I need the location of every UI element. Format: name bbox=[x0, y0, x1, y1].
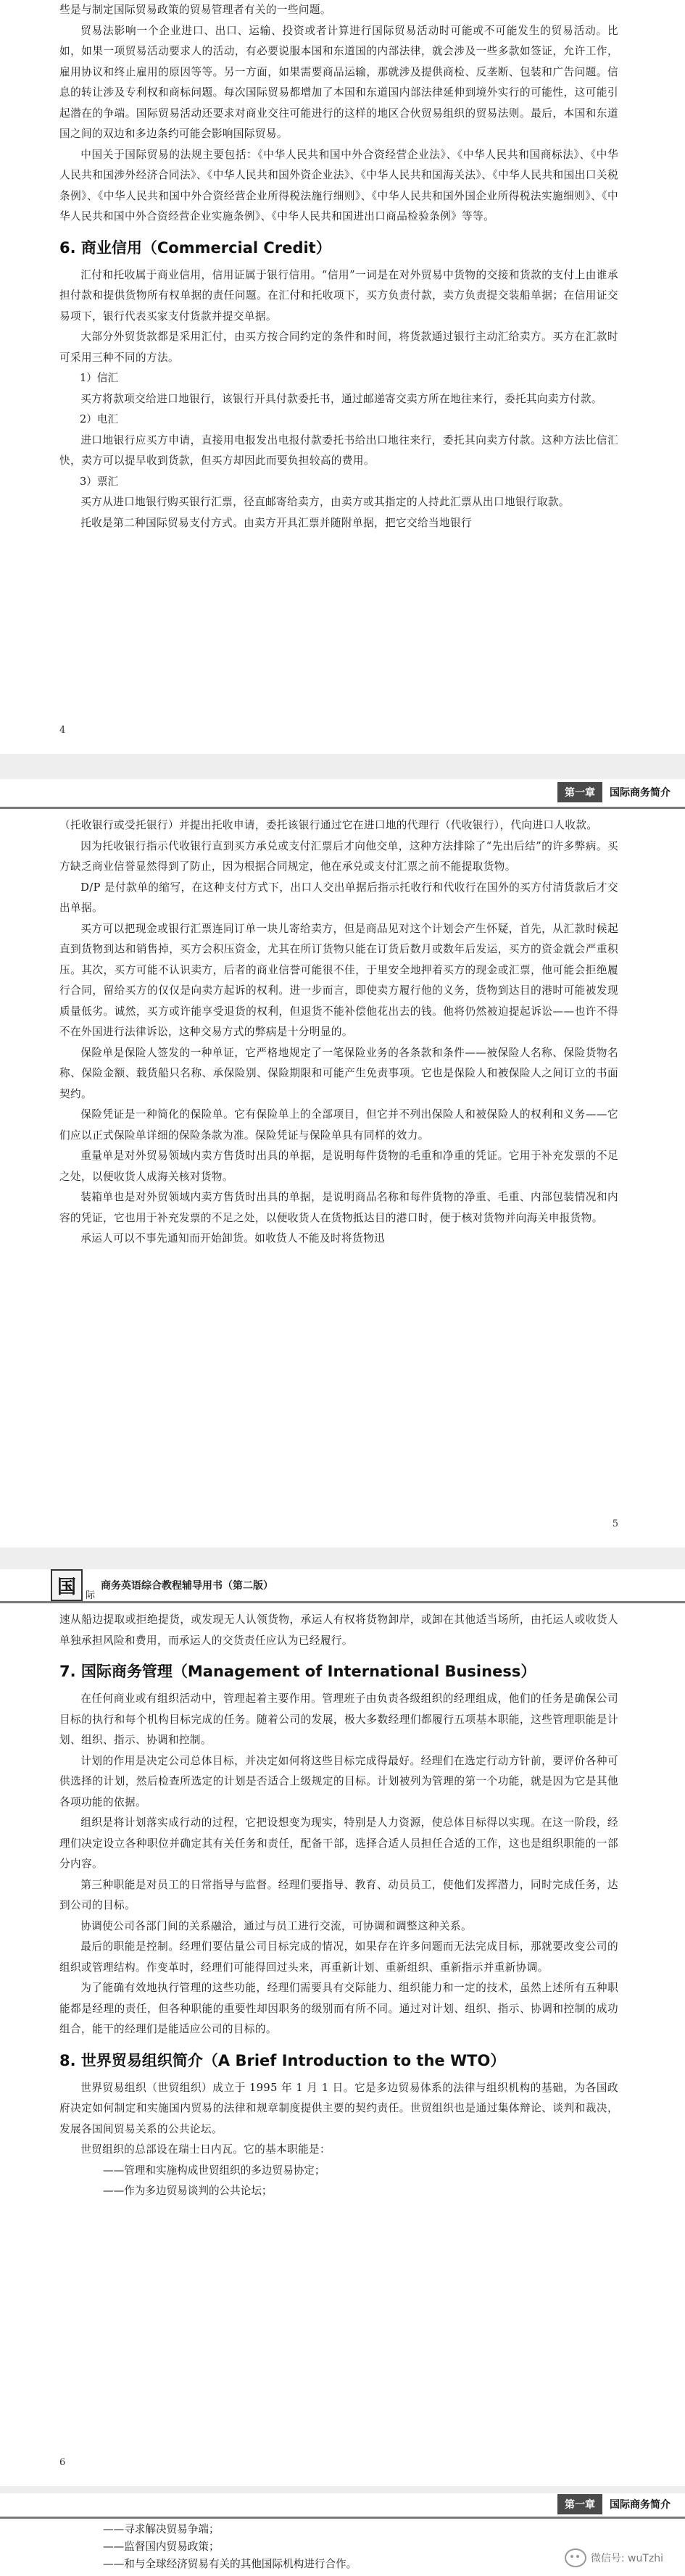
chapter-label: 第一章 bbox=[557, 2494, 602, 2514]
header-rule bbox=[0, 2517, 685, 2519]
paragraph: 为了能确有效地执行管理的这些功能，经理们需要具有交际能力、组织能力和一定的技术，虽然上述所有五种职能都是经理的责任，但各种职能的重要性却因职务的级别而有所不同。通过对计划、组织、指示、协调和控制的成功组合，能干的经理们是能适应公司的目标的。 bbox=[59, 1982, 618, 2035]
item-text: 买方将款项交给进口地银行，该银行开具付款委托书，通过邮递寄交卖方所在地往来行，委托其向卖方付款。 bbox=[80, 392, 602, 405]
paragraph: 最后的职能是控制。经理们要估量公司目标完成的情况，如果存在许多问题而无法完成目标，那就要改变公司的组织或管理结构。作变革时，经理们可能得回过头来，再重新计划、重新组织、重新指示并重新协调。 bbox=[59, 1940, 618, 1974]
chapter-title: 国际商务简介 bbox=[610, 2499, 671, 2511]
page-4 bbox=[0, 0, 685, 754]
paragraph: 保险凭证是一种简化的保险单。它有保险单上的全部项目，但它并不列出保险人和被保险人的权利和义务——它们应以正式保险单详细的保险条款为准。保险凭证与保险单具有同样的效力。 bbox=[59, 1108, 618, 1142]
book-logo-suffix: 际 bbox=[86, 1590, 96, 1601]
paragraph: 在任何商业或有组织活动中，管理起着主要作用。管理班子由负责各级组织的经理组成，他们的任务是确保公司目标的执行和每个机构目标完成的任务。随着公司的发展，极大多数经理们都履行五项基本职能，这些管理职能是计划、组织、指示、协调和控制。 bbox=[59, 1692, 618, 1746]
paragraph: D/P 是付款单的缩写，在这种支付方式下，出口人交出单据后指示托收行和代收行在国外的买方付清货款后才交出单据。 bbox=[59, 881, 618, 914]
page-number: 5 bbox=[612, 1518, 618, 1529]
page-number: 6 bbox=[59, 2457, 66, 2468]
list-item: ——作为多边贸易谈判的公共论坛； bbox=[103, 2185, 273, 2197]
paragraph: 世贸组织的总部设在瑞士日内瓦。它的基本职能是： bbox=[80, 2143, 331, 2156]
page-gap bbox=[0, 754, 685, 779]
paragraph: 些是与制定国际贸易政策的贸易管理者有关的一些问题。 bbox=[59, 4, 331, 16]
paragraph: 第三种职能是对员工的日常指导与监督。经理们要指导、教育、动员员工，使他们发挥潜力，同时完成任务，达到公司的目标。 bbox=[59, 1878, 618, 1911]
page-5 bbox=[0, 779, 685, 1547]
section-8-title: 8. 世界贸易组织简介（A Brief Introduction to the WTO） bbox=[59, 2051, 506, 2069]
paragraph: 组织是将计划落实成行动的过程，它把设想变为现实，特别是人力资源，使总体目标得以实现。在这一阶段，经理们决定设立各种职位并确定其有关任务和责任，配备干部，选择合适人员担任合适的工作，这也是组织职能的一部分内容。 bbox=[59, 1816, 618, 1870]
list-item: ——管理和实施构成世贸组织的多边贸易协定； bbox=[103, 2164, 325, 2177]
watermark-text: 微信号: wuTzhi bbox=[590, 2553, 663, 2564]
page-number: 4 bbox=[59, 725, 66, 736]
item-label: 2）电汇 bbox=[80, 413, 119, 425]
list-item: ——寻求解决贸易争端； bbox=[103, 2523, 220, 2535]
page5-body bbox=[59, 779, 618, 1250]
paragraph: 装箱单也是对外贸领域内卖方售货时出具的单据，是说明商品名称和每件货物的净重、毛重、内部包装情况和内容的凭证，它也用于补充发票的不足之处，以便收货人在货物抵达目的港口时，便于核对货物并向海关申报货物。 bbox=[59, 1191, 618, 1224]
paragraph: 保险单是保险人签发的一种单证，它严格地规定了一笔保险业务的各条款和条件——被保险人名称、保险货物名称、保险金额、载货船只名称、承保险别、保险期限和可能产生免责事项。它也是保险人和被保险人之间订立的书面契约。 bbox=[59, 1046, 618, 1100]
paragraph: 重量单是对外贸易领域内卖方售货时出具的单据，是说明每件货物的毛重和净重的凭证。它用于补充发票的不足之处，以便收货人成海关核对货物。 bbox=[59, 1150, 618, 1183]
header-rule bbox=[0, 1601, 685, 1603]
item-text: 进口地银行应买方申请，直接用电报发出电报付款委托书给出口地往来行，委托其向卖方付款。这种方法比信汇快，卖方可以提早收到货款，但买方却因此而要负担较高的费用。 bbox=[59, 433, 618, 467]
page6-body bbox=[59, 1569, 618, 2202]
header-rule bbox=[0, 807, 685, 809]
paragraph: （托收银行或受托银行）并提出托收申请，委托该银行通过它在进口地的代理行（代收银行），代向进口人收款。 bbox=[59, 819, 598, 831]
page-gap bbox=[0, 1547, 685, 1569]
paragraph: 世界贸易组织（世贸组织）成立于 1995 年 1 月 1 日。它是多边贸易体系的法律与组织机构的基础，为各国政府决定如何制定和实施国内贸易的法律和规章制度提供主要的契约责任。世贸组织也是通过集体辩论、谈判和裁决，发展各国间贸易关系的公共论坛。 bbox=[59, 2081, 618, 2135]
list-item: ——监督国内贸易政策； bbox=[103, 2540, 220, 2553]
book-logo-icon: 国 bbox=[51, 1569, 83, 1601]
paragraph: 承运人可以不事先通知而开始卸货。如收货人不能及时将货物迅 bbox=[80, 1232, 386, 1245]
item-text: 买方从进口地银行购买银行汇票，径直邮寄给卖方，由卖方或其指定的人持此汇票从出口地银行取款。 bbox=[80, 496, 570, 508]
paragraph: 计划的作用是决定公司总体目标，并决定如何将这些目标完成得最好。经理们在选定行动方针前，要评价各种可供选择的计划，然后检查所选定的计划是否适合上级规定的目标。计划被列为管理的第一个功能，就是因为它是其他各项功能的依据。 bbox=[59, 1754, 618, 1808]
wechat-watermark bbox=[565, 2548, 663, 2567]
chapter-header bbox=[557, 779, 685, 805]
paragraph: 速从船边提取或拒绝提货，或发现无人认领货物，承运人有权将货物卸岸，或卸在其他适当场所，由托运人或收货人单独承担风险和费用，而承运人的交货责任应认为已经履行。 bbox=[59, 1613, 618, 1647]
page-7 bbox=[0, 2493, 685, 2576]
item-label: 1）信汇 bbox=[80, 372, 119, 384]
paragraph: 托收是第二种国际贸易支付方式。由卖方开具汇票并随附单据，把它交给当地银行 bbox=[80, 516, 472, 529]
book-title: 商务英语综合教程辅导用书（第二版） bbox=[101, 1580, 274, 1592]
section-7-title: 7. 国际商务管理（Management of International Business） bbox=[59, 1663, 536, 1680]
page4-intro bbox=[59, 0, 618, 228]
section-6-title: 6. 商业信用（Commercial Credit） bbox=[59, 238, 331, 257]
page-gap bbox=[0, 2486, 685, 2493]
paragraph: 大部分外贸货款都是采用汇付，由买方按合同约定的条件和时间，将货款通过银行主动汇给卖方。买方在汇款时可采用三种不同的方法。 bbox=[59, 331, 618, 364]
paragraph: 因为托收银行指示代收银行直到买方承兑或支付汇票后才向他交单，这种方法排除了“先出后结”的许多弊病。买方缺乏商业信誉显然得到了防止，因为根据合同规定，他在承兑或支付汇票之前不能提取货物。 bbox=[59, 839, 618, 873]
page7-body bbox=[59, 2493, 618, 2573]
paragraph: 买方可以把现金或银行汇票连同订单一块儿寄给卖方，但是商品见对这个计划会产生怀疑，首先，从汇款时候起直到货物到达和销售掉，买方会积压资金，尤其在所订货物只能在订货后数月或数年后发运，买方的资金就会严重积压。其次，买方可能不认识卖方，后者的商业信誉可能很不佳，于里安全地押着买方的现金或汇票，他可能会拒绝履行合同，留给买方的仅仅是向卖方起诉的权利。进一步而言，即使卖方履行他的义务，货物到达目的港时可能被发现质量低劣。诚然，买方或许能享受退货的权利，但退货不能补偿他花出去的钱。他将仍然被迫提起诉讼——也许不得不在外国进行法律诉讼，这种交易方式的弊病是十分明显的。 bbox=[59, 922, 618, 1038]
wechat-icon bbox=[565, 2548, 586, 2567]
paragraph: 中国关于国际贸易的法规主要包括：《中华人民共和国中外合资经营企业法》、《中华人民共和国商标法》、《中华人民共和国涉外经济合同法》、《中华人民共和国外资企业法》、《中华人民共和国海关法》、《中华人民共和国出口关税条例》、《中华人民共和国中外合资经营企业所得税法施行细则》、《中华人民共和国外国企业所得税法实施细则》、《中华人民共和国中外合资经营企业实施条例》、《中华人民共和国进出口商品检验条例》等等。 bbox=[59, 148, 618, 223]
chapter-label: 第一章 bbox=[557, 782, 602, 802]
item-label: 3）票汇 bbox=[80, 475, 119, 488]
paragraph: 汇付和托收属于商业信用，信用证属于银行信用。“信用”一词是在对外贸易中货物的交接和货款的支付上由谁承担付款和提供货物所有权单据的责任问题。在汇付和托收项下，买方负责付款，卖方负责提交装船单据；在信用证交易项下，银行代表买家支付货款并提交单据。 bbox=[59, 268, 618, 323]
chapter-header bbox=[557, 2493, 685, 2515]
chapter-title: 国际商务简介 bbox=[610, 787, 671, 799]
page-6 bbox=[0, 1569, 685, 2486]
paragraph: 贸易法影响一个企业进口、出口、运输、投资或者计算进行国际贸易活动时可能或不可能发生的贸易活动。比如，如果一项贸易活动要求人的活动，有必要说服本国和东道国的内部法律，就会涉及一些多款如签证，允许工作，雇用协议和终止雇用的原因等等。另一方面，如果需要商品运输，那就涉及提供商检、反垄断、包装和广告问题。信息的转让涉及专利权和商标问题。每次国际贸易都增加了本国和东道国内部法律延伸到境外实行的可能性，这可能引起潜在的争端。国际贸易活动还要求对商业交往可能进行的这样的地区合伙贸易组织的贸易法则。最后，本国和东道国之间的双边和多边条约可能会影响国际贸易。 bbox=[59, 24, 618, 140]
book-header bbox=[0, 1569, 273, 1601]
paragraph: 协调使公司各部门间的关系融洽，通过与员工进行交流，可协调和调整这种关系。 bbox=[80, 1919, 472, 1932]
list-item: ——和与全球经济贸易有关的其他国际机构进行合作。 bbox=[103, 2558, 357, 2570]
